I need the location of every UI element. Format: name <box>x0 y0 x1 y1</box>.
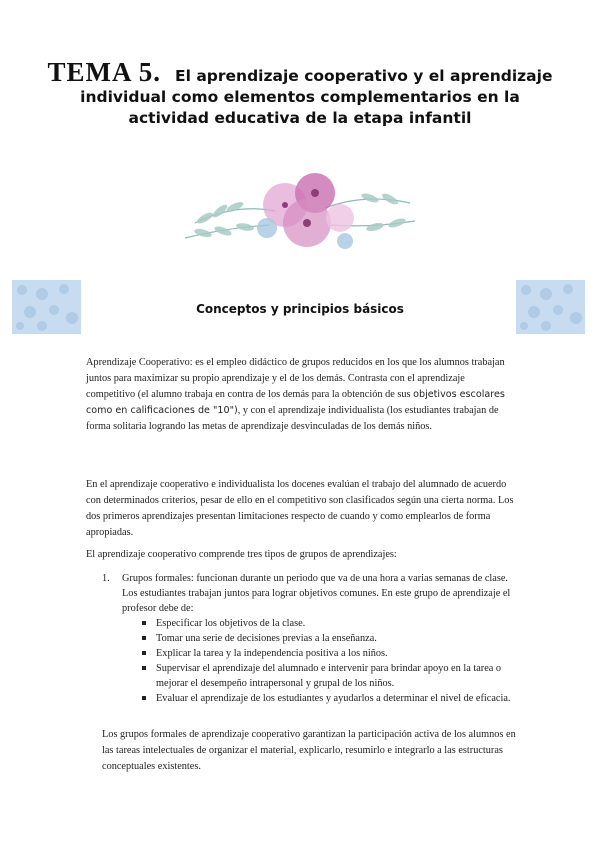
bullet-item: Especificar los objetivos de la clase. <box>140 616 516 631</box>
leaves-right <box>360 191 406 232</box>
list-item <box>102 571 516 616</box>
paragraph-formal-groups: Los grupos formales de aprendizaje cooperativo garantizan la participación activa de los alumnos en las tareas intelectuales de organizar el material, explicarlo, resumirlo e integrarlo a las estructuras conceptuales existentes. <box>102 729 516 772</box>
decorative-pattern-right <box>516 280 585 334</box>
flowers <box>257 173 354 249</box>
teacher-tasks-list <box>140 616 516 706</box>
title-text: El aprendizaje cooperativo y el aprendizaje individual como elementos complementarios en la actividad educativa de la etapa infantil <box>80 67 553 127</box>
paragraph-evaluation: En el aprendizaje cooperativo e individualista los docenes evalúan el trabajo del alumnado de acuerdo con determinados criterios, pesar de ello en el competitivo son clasificados según una cierta norma. Los dos primeros aprendizajes presentan limitaciones respecto de cuando y como emplearlos de forma apropiadas. <box>86 479 514 538</box>
paragraph-definition-part2: objetivos escolares como en calificaciones de "10") <box>86 389 505 416</box>
section-heading: Conceptos y principios básicos <box>196 302 404 316</box>
floral-illustration <box>175 163 425 261</box>
leaves-left <box>193 200 254 239</box>
bullet-item: Tomar una serie de decisiones previas a la enseñanza. <box>140 631 516 646</box>
paragraph-definition-part3: , y con el aprendizaje individualista (los estudiantes trabajan de forma solitaria logrando las metas de aprendizaje desvinculadas de los demás niños. <box>86 405 499 432</box>
paragraph-definition-part1: Aprendizaje Cooperativo: es el empleo didáctico de grupos reducidos en los que los alumnos trabajan juntos para maximizar su propio aprendizaje y el de los demás. Contrasta con el aprendizaje competitivo (el alumno trabaja en contra de los demás para la obtención de sus <box>86 357 505 400</box>
paragraph-group-types: El aprendizaje cooperativo comprende tres tipos de grupos de aprendizajes: <box>86 549 397 560</box>
bullet-item: Evaluar el aprendizaje de los estudiantes y ayudarlos a determinar el nivel de eficacia. <box>140 691 516 706</box>
decorative-pattern-left <box>12 280 81 334</box>
bullet-item: Supervisar el aprendizaje del alumnado e intervenir para brindar apoyo en la tarea o mejorar el desempeño intrapersonal y grupal de los niños. <box>140 661 516 691</box>
paragraph-definition <box>86 355 516 435</box>
list-item-number: 1. <box>102 573 110 584</box>
bullet-item: Explicar la tarea y la independencia positiva a los niños. <box>140 646 516 661</box>
tema-label: TEMA 5. <box>47 57 162 87</box>
list-item-text: Grupos formales: funcionan durante un periodo que va de una hora a varias semanas de clase. Los estudiantes trabajan juntos para lograr objetivos comunes. En este grupo de aprendizaje el profesor debe de: <box>122 573 511 614</box>
document-title <box>40 57 560 129</box>
group-types-list <box>102 571 516 706</box>
